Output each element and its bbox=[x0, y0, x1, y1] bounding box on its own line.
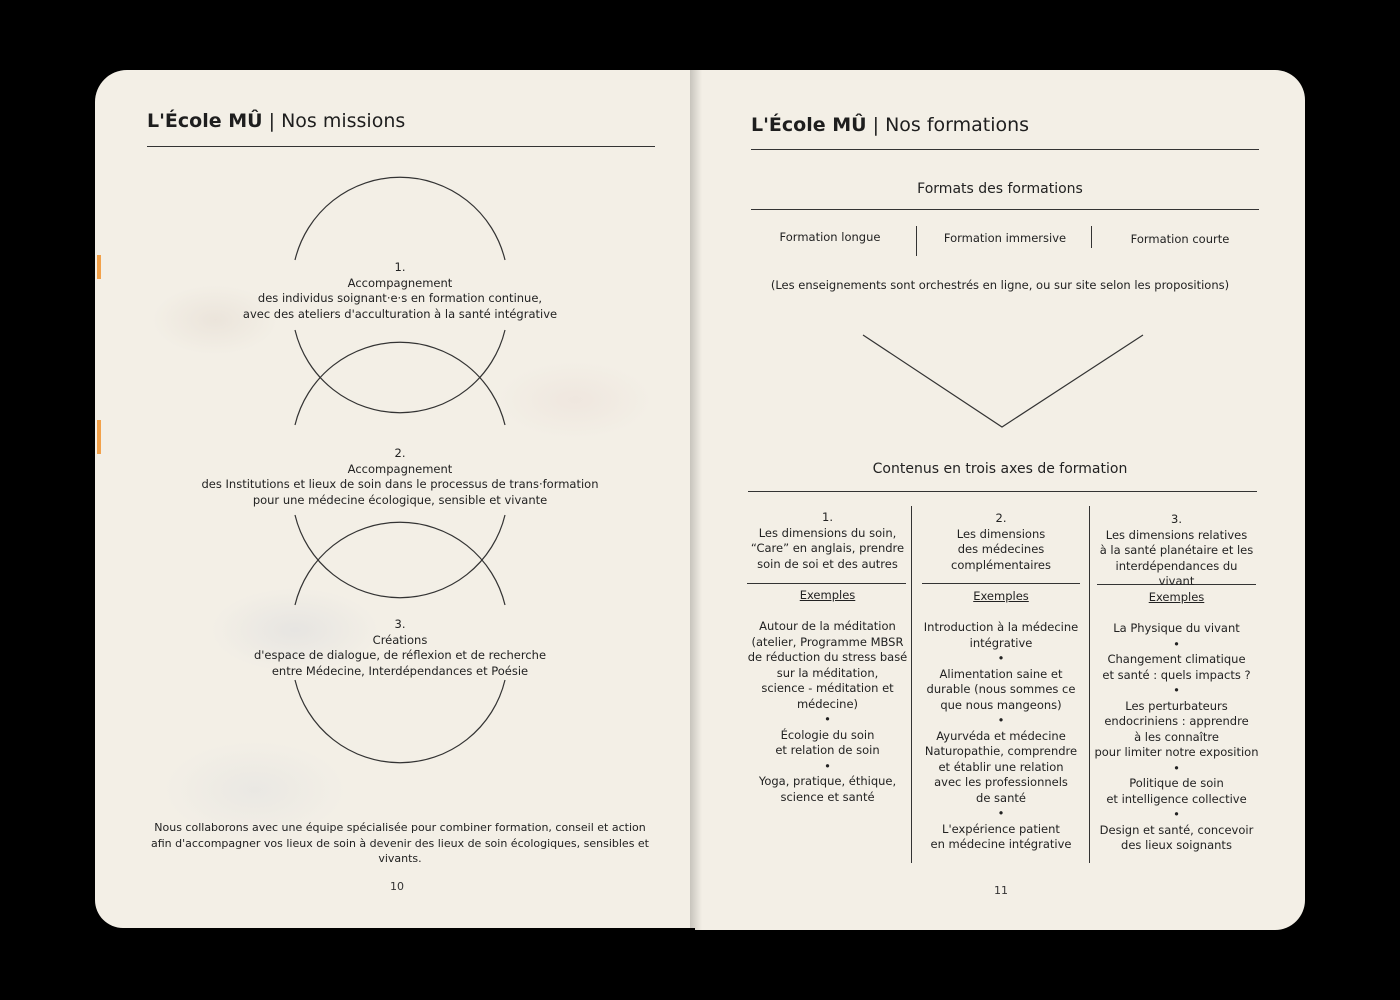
mission-text: pour une médecine écologique, sensible et vivante bbox=[252, 492, 548, 507]
bullet: • bbox=[824, 712, 831, 726]
example-line: en médecine intégrative bbox=[930, 837, 1072, 851]
example-line: de santé bbox=[976, 790, 1026, 805]
example-line: Alimentation saine et bbox=[939, 666, 1063, 681]
axis-desc: complémentaires bbox=[951, 557, 1051, 572]
examples-label: Exemples bbox=[799, 588, 856, 602]
axis-number: 1. bbox=[822, 510, 833, 524]
example-line: à les connaître bbox=[1134, 729, 1219, 744]
example-line: Autour de la méditation bbox=[759, 619, 896, 633]
school-name: L'École MÛ bbox=[751, 114, 867, 136]
page-title: Nos missions bbox=[281, 110, 406, 132]
example-line: Politique de soin bbox=[1129, 776, 1224, 790]
column-rule bbox=[747, 583, 906, 584]
mission-text: des Institutions et lieux de soin dans le processus de trans·formation bbox=[201, 477, 599, 491]
example-line: La Physique du vivant bbox=[1113, 621, 1240, 635]
example-line: Écologie du soin bbox=[780, 727, 875, 742]
left-footer-text bbox=[130, 820, 670, 867]
school-name: L'École MÛ bbox=[147, 110, 263, 132]
mission-3 bbox=[180, 617, 620, 679]
mission-number: 1. bbox=[394, 260, 406, 274]
mission-text: avec des ateliers d'acculturation à la santé intégrative bbox=[242, 306, 558, 321]
example-line: Naturopathie, comprendre bbox=[924, 744, 1078, 758]
example-line: médecine) bbox=[796, 696, 859, 711]
mission-1 bbox=[180, 260, 620, 322]
example-line: que nous mangeons) bbox=[940, 697, 1062, 712]
funnel-chevron bbox=[855, 325, 1155, 435]
format-courte: Formation courte bbox=[1130, 232, 1230, 246]
axis-2 bbox=[922, 511, 1080, 573]
example-line: L'expérience patient bbox=[942, 821, 1060, 836]
right-page-header bbox=[751, 114, 1029, 136]
mission-text: entre Médecine, Interdépendances et Poésie bbox=[271, 663, 529, 678]
circle-arc bbox=[295, 680, 505, 763]
examples-label: Exemples bbox=[1148, 590, 1205, 604]
header-rule bbox=[751, 149, 1259, 150]
page-number: 11 bbox=[994, 884, 1008, 897]
axis-desc: interdépendances du vivant bbox=[1115, 558, 1238, 588]
bullet: • bbox=[1173, 807, 1180, 821]
contents-title: Contenus en trois axes de formation bbox=[872, 461, 1128, 477]
example-line: et intelligence collective bbox=[1106, 791, 1247, 806]
column-rule bbox=[922, 583, 1080, 584]
formats-rule bbox=[751, 209, 1259, 210]
example-line: avec les professionnels bbox=[934, 775, 1068, 789]
example-line: Design et santé, concevoir bbox=[1099, 822, 1254, 837]
formats-note: (Les enseignements sont orchestrés en ligne, ou sur site selon les propositions) bbox=[770, 278, 1230, 292]
example-line: de réduction du stress basé bbox=[747, 650, 908, 664]
axis-desc: Les dimensions relatives bbox=[1105, 527, 1248, 542]
example-line: pour limiter notre exposition bbox=[1094, 745, 1259, 759]
example-line: Changement climatique bbox=[1107, 652, 1246, 666]
example-line: Ayurvéda et médecine bbox=[936, 728, 1066, 743]
bullet: • bbox=[1173, 760, 1180, 775]
format-divider bbox=[916, 226, 917, 256]
header-separator: | bbox=[866, 114, 886, 136]
axis-number: 3. bbox=[1171, 512, 1182, 526]
axis-desc: Les dimensions du soin, bbox=[758, 525, 897, 540]
bullet: • bbox=[1173, 636, 1180, 651]
format-divider bbox=[1091, 226, 1092, 248]
header-rule bbox=[147, 146, 655, 147]
axis-3 bbox=[1097, 512, 1256, 590]
example-line: et établir une relation bbox=[938, 759, 1064, 774]
mission-text: d'espace de dialogue, de réflexion et de recherche bbox=[253, 648, 547, 662]
mission-number: 2. bbox=[394, 446, 406, 460]
page-title: Nos formations bbox=[885, 114, 1030, 136]
example-line: science - méditation et bbox=[761, 681, 894, 695]
axis-2-examples bbox=[918, 620, 1084, 853]
circle-arc bbox=[295, 177, 505, 260]
column-divider bbox=[1089, 506, 1090, 863]
mission-number: 3. bbox=[394, 617, 406, 631]
example-line: Yoga, pratique, éthique, bbox=[758, 774, 897, 788]
example-line: durable (nous sommes ce bbox=[926, 682, 1076, 696]
example-line: et santé : quels impacts ? bbox=[1102, 667, 1251, 682]
axis-3-examples bbox=[1093, 621, 1260, 854]
circle-arc bbox=[295, 515, 505, 598]
axis-1-examples bbox=[746, 619, 909, 805]
example-line: endocriniens : apprendre bbox=[1104, 714, 1249, 728]
example-line: des lieux soignants bbox=[1121, 838, 1232, 852]
example-line: intégrative bbox=[969, 635, 1033, 650]
mission-title: Créations bbox=[372, 632, 428, 647]
page-number: 10 bbox=[390, 880, 404, 893]
bullet: • bbox=[997, 651, 1005, 665]
mission-title: Accompagnement bbox=[347, 275, 453, 290]
format-immersive: Formation immersive bbox=[943, 231, 1067, 245]
example-line: (atelier, Programme MBSR bbox=[751, 634, 904, 649]
axis-desc: “Care” en anglais, prendre bbox=[750, 541, 905, 555]
axis-1 bbox=[750, 510, 905, 572]
header-separator: | bbox=[262, 110, 282, 132]
mission-text: des individus soignant·e·s en formation continue, bbox=[257, 291, 543, 305]
bullet: • bbox=[824, 758, 831, 773]
format-longue: Formation longue bbox=[779, 230, 881, 244]
bullet: • bbox=[997, 713, 1005, 727]
bullet: • bbox=[997, 806, 1005, 820]
footer-line: Nous collaborons avec une équipe spécialisée pour combiner formation, conseil et action bbox=[154, 821, 646, 834]
axis-desc: Les dimensions bbox=[956, 526, 1046, 541]
example-line: Introduction à la médecine bbox=[923, 620, 1079, 634]
axis-number: 2. bbox=[995, 511, 1007, 525]
column-divider bbox=[911, 506, 912, 863]
axis-desc: des médecines bbox=[957, 542, 1045, 556]
example-line: et relation de soin bbox=[775, 743, 880, 757]
circle-arc bbox=[295, 522, 505, 605]
example-line: Les perturbateurs bbox=[1125, 698, 1228, 713]
formats-title: Formats des formations bbox=[917, 181, 1083, 197]
footer-line: afin d'accompagner vos lieux de soin à devenir des lieux de soin écologiques, sensibles et vivants. bbox=[150, 836, 649, 865]
example-line: science et santé bbox=[780, 789, 875, 804]
mission-title: Accompagnement bbox=[347, 461, 453, 476]
bullet: • bbox=[1173, 683, 1180, 697]
mission-2 bbox=[150, 446, 650, 508]
example-line: sur la méditation, bbox=[776, 665, 879, 680]
examples-label: Exemples bbox=[973, 589, 1029, 603]
axis-desc: à la santé planétaire et les bbox=[1099, 543, 1254, 557]
axis-desc: soin de soi et des autres bbox=[757, 556, 898, 571]
contents-rule bbox=[748, 491, 1257, 492]
left-page-header bbox=[147, 110, 405, 132]
